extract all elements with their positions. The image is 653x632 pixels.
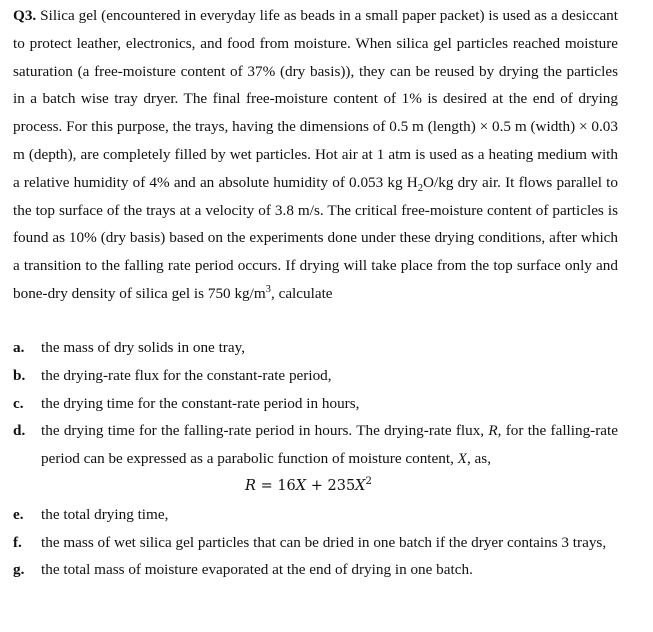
rate-formula [13,473,618,501]
density-superscript: 3 [265,283,271,295]
item-text: the total drying time, [41,505,169,523]
list-item [13,390,618,418]
item-text: the drying-rate flux for the constant-rate period, [41,366,332,384]
item-label: g. [13,561,25,579]
formula-plus: + 235 [306,477,356,494]
item-text [41,417,618,473]
intro-text-1: Silica gel (encountered in everyday life as beads in a small paper packet) is used as a desiccant to protect leather, electronics, and food from moisture. When silica gel particles reached moisture saturation (a free-moisture content of 37% (dry basis)), they can be reused by drying the particles in a batch wise tray dryer. The final free-moisture content of 1% is desired at the end of drying process. For this purpose, the trays, having the dimensions of 0.5 m (length) × 0.5 m (width) × 0.03 m (depth), are completely filled by wet particles. Hot air at 1 atm is used as a heating medium with a relative humidity of 4% and an absolute humidity of 0.053 kg H [13,7,618,191]
formula-exponent: 2 [365,476,372,488]
list-item [13,556,618,584]
question-intro [13,2,618,308]
h2o-subscript: 2 [417,182,424,194]
variable-r: R [488,422,498,440]
item-label: d. [13,422,26,440]
list-item [13,417,618,473]
item-label: c. [13,394,24,412]
item-d-text-3: , as, [466,450,491,468]
formula-eq: = 16 [255,477,296,494]
formula-lhs: R [245,477,256,494]
question-items [13,334,618,584]
item-d-text-1: the drying time for the falling-rate period in hours. The drying-rate flux, [41,422,489,440]
formula-x1: X [295,477,307,494]
item-text: the drying time for the constant-rate period in hours, [41,394,360,412]
item-label: f. [13,533,22,551]
item-label: b. [13,366,26,384]
question-number: Q3. [13,7,37,24]
list-item [13,529,618,557]
list-item [13,334,618,362]
list-item [13,362,618,390]
item-text: the total mass of moisture evaporated at the end of drying in one batch. [41,561,473,579]
intro-text-2: O/kg dry air. It flows parallel to the top surface of the trays at a velocity of 3.8 m/s. The critical free-moisture content of particles is found as 10% (dry basis) based on the experiments done under these drying conditions, after which a transition to the falling rate period occurs. If drying will take place from the top surface only and bone-dry density of silica gel is 750 kg/m [13,173,618,302]
intro-text-3: , calculate [270,284,333,302]
item-label: a. [13,339,25,356]
item-label: e. [13,505,24,523]
item-d-text-2: , for the falling-rate period can be expressed as a parabolic function of moisture content, [41,422,618,468]
formula-x2: X [355,477,366,494]
variable-x: X [457,450,467,468]
list-item [13,501,618,529]
item-text: the mass of wet silica gel particles that can be dried in one batch if the dryer contains 3 trays, [41,533,607,551]
item-text: the mass of dry solids in one tray, [41,339,246,356]
